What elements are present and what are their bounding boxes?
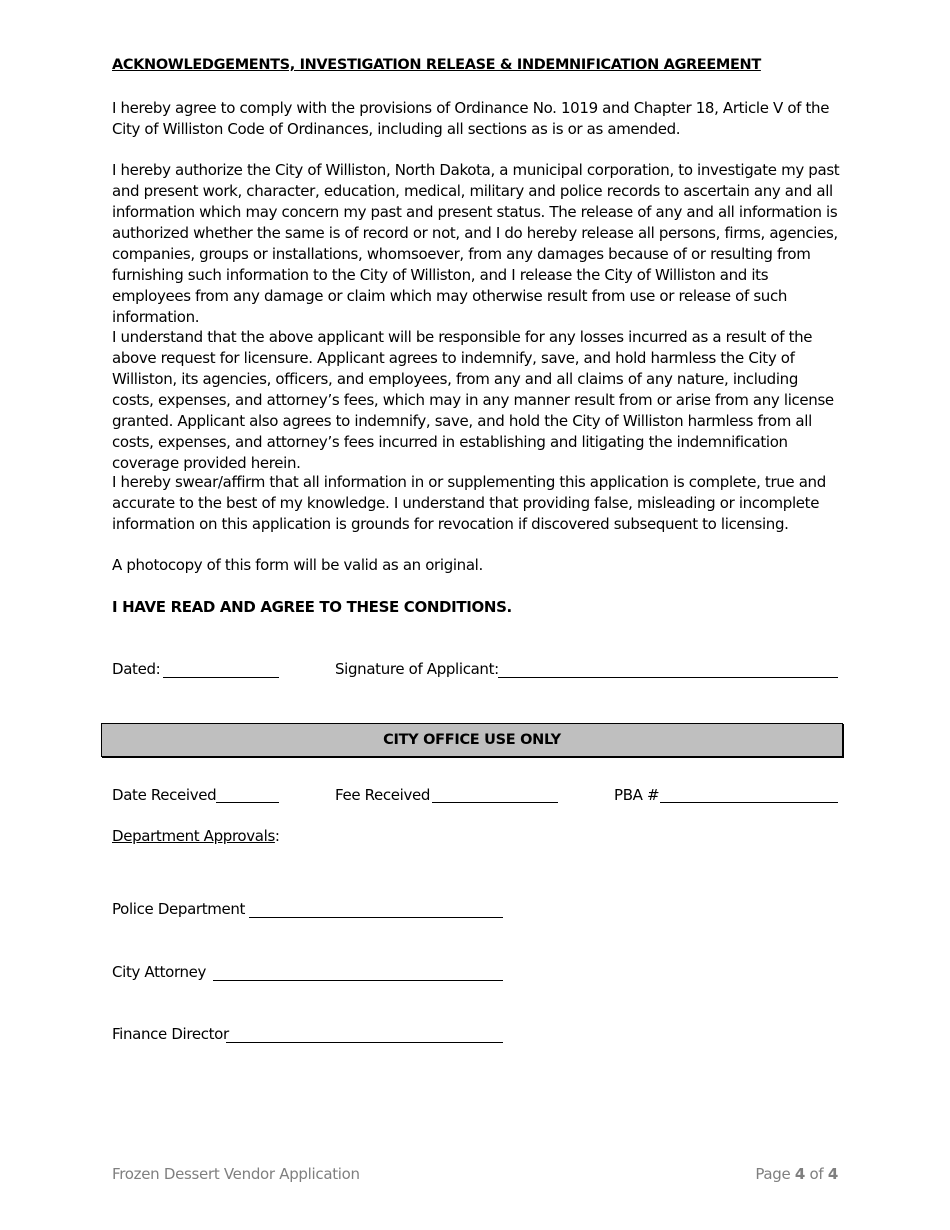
- police-department-field[interactable]: [249, 917, 503, 918]
- page-mid: of: [805, 1165, 828, 1183]
- pba-field[interactable]: [660, 802, 838, 803]
- department-approvals-label: Department Approvals: [112, 827, 275, 845]
- dated-field[interactable]: [163, 677, 279, 678]
- investigation-release-paragraph: I hereby authorize the City of Williston, North Dakota, a municipal corporation, to investigate my past and present work, character, education, medical, military and police records to ascertain any and all information which may concern my past and present status. The release of any and all information is authorized whether the same is of record or not, and I do hereby release all persons, firms, agencies, companies, groups or installations, whomsoever, from any damages because of or resulting from furnishing such information to the City of Williston, and I release the City of Williston and its employees from any damage or claim which may otherwise result from use or release of such information.: [112, 161, 840, 326]
- office-use-header-label: CITY OFFICE USE ONLY: [383, 732, 561, 748]
- agreement-statement: I HAVE READ AND AGREE TO THESE CONDITIONS.: [112, 598, 512, 616]
- dated-label: Dated:: [112, 660, 161, 678]
- police-department-label: Police Department: [112, 900, 246, 918]
- page-current: 4: [794, 1165, 806, 1183]
- ordinance-paragraph: I hereby agree to comply with the provisions of Ordinance No. 1019 and Chapter 18, Article V of the City of Williston Code of Ordinances, including all sections as is or as amended.: [112, 99, 830, 138]
- affirmation-paragraph: I hereby swear/affirm that all information in or supplementing this application is complete, true and accurate to the best of my knowledge. I understand that providing false, misleading or incomplete information on this application is grounds for revocation if discovered subsequent to licensing.: [112, 473, 826, 533]
- finance-director-field[interactable]: [226, 1042, 503, 1043]
- signature-label: Signature of Applicant:: [335, 660, 499, 678]
- fee-received-field[interactable]: [432, 802, 558, 803]
- city-attorney-label: City Attorney: [112, 963, 207, 981]
- department-approvals-colon: :: [274, 827, 280, 845]
- department-approvals-heading: [112, 826, 280, 847]
- pba-label: PBA #: [614, 786, 660, 804]
- indemnification-paragraph: I understand that the above applicant will be responsible for any losses incurred as a result of the above request for licensure. Applicant agrees to indemnify, save, and hold harmless the City of Williston, its agencies, officers, and employees, from any and all claims of any nature, including costs, expenses, and attorney’s fees, which may in any manner result from or arise from any license granted. Applicant also agrees to indemnify, save, and hold the City of Williston harmless from all costs, expenses, and attorney’s fees incurred in establishing and litigating the indemnification coverage provided herein.: [112, 328, 834, 472]
- page-prefix: Page: [755, 1165, 795, 1183]
- footer-page-number: [755, 1165, 838, 1183]
- footer-document-name: Frozen Dessert Vendor Application: [112, 1165, 360, 1183]
- photocopy-note: A photocopy of this form will be valid as an original.: [112, 556, 483, 574]
- date-received-field[interactable]: [216, 802, 279, 803]
- page-total: 4: [827, 1165, 838, 1183]
- page-title: ACKNOWLEDGEMENTS, INVESTIGATION RELEASE & INDEMNIFICATION AGREEMENT: [112, 57, 761, 73]
- signature-field[interactable]: [498, 677, 838, 678]
- office-use-header: [101, 723, 843, 757]
- city-attorney-field[interactable]: [213, 980, 503, 981]
- finance-director-label: Finance Director: [112, 1025, 229, 1043]
- date-received-label: Date Received: [112, 786, 217, 804]
- fee-received-label: Fee Received: [335, 786, 431, 804]
